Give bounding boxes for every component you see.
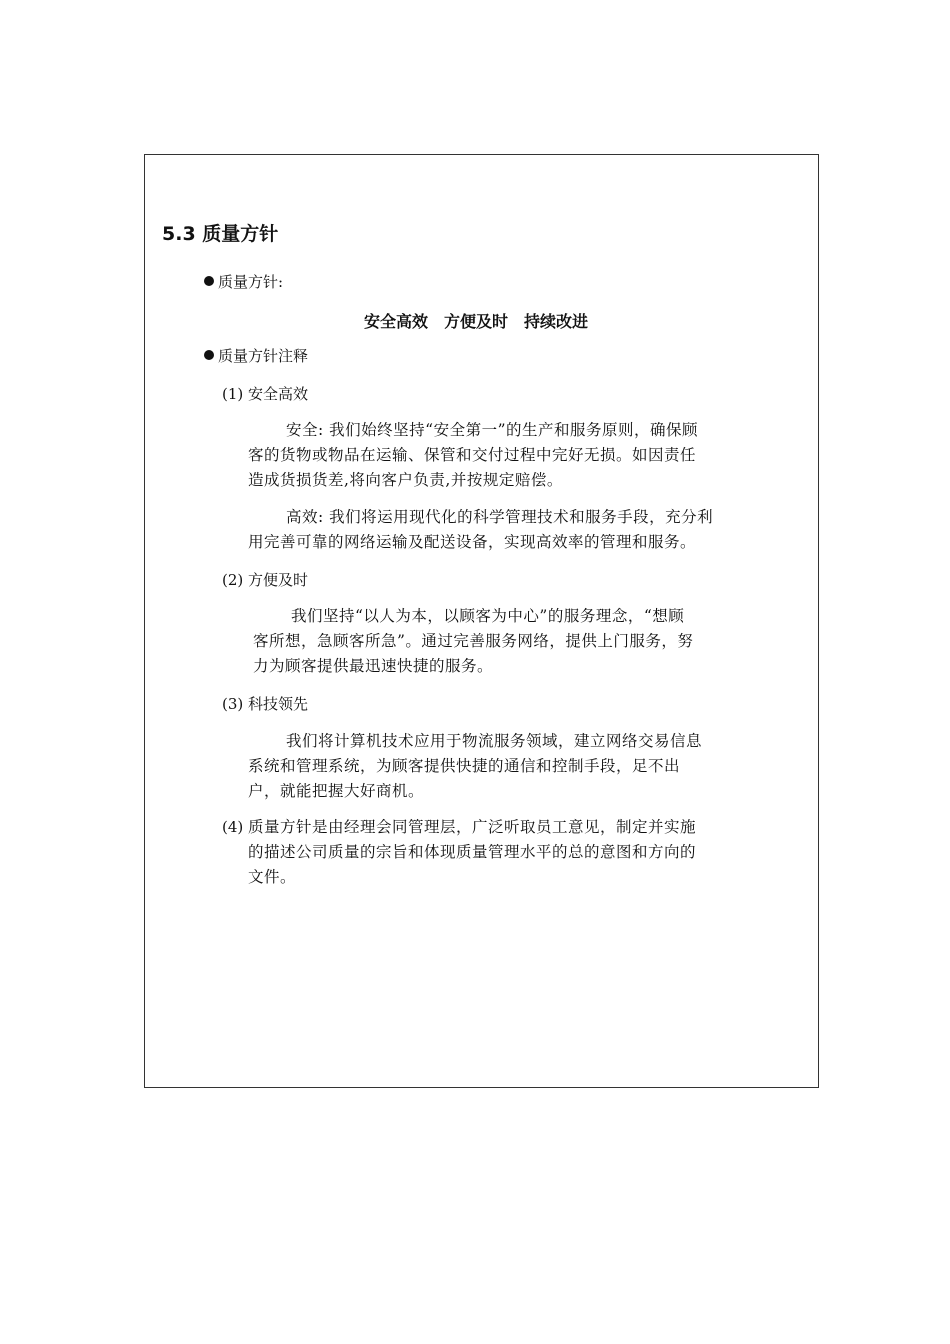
notes-label: 质量方针注释: [218, 347, 309, 365]
note-item-3-paragraph-1: [248, 729, 702, 804]
paragraph-line: 客的货物或物品在运输、保管和交付过程中完好无损。如因责任: [248, 446, 697, 464]
paragraph-line: 安全: 我们始终坚持“安全第一”的生产和服务原则，确保顾: [286, 421, 698, 439]
paragraph-line: 客所想，急顾客所急”。通过完善服务网络，提供上门服务，努: [253, 632, 694, 650]
paragraph-line: 用完善可靠的网络运输及配送设备，实现高效率的管理和服务。: [248, 533, 697, 551]
bullet-dot-icon: [204, 276, 214, 286]
note-item-4-paragraph-1: [248, 815, 696, 890]
motto-part-2: 方便及时: [444, 312, 509, 331]
policy-motto: [364, 309, 588, 332]
note-item-4-number: (4): [222, 818, 244, 836]
paragraph-line: 文件。: [248, 868, 297, 886]
paragraph-line: 力为顾客提供最迅速快捷的服务。: [253, 657, 494, 675]
motto-part-3: 持续改进: [524, 312, 589, 331]
paragraph-line: 的描述公司质量的宗旨和体现质量管理水平的总的意图和方向的: [248, 843, 697, 861]
paragraph-line: 造成货损货差,将向客户负责,并按规定赔偿。: [248, 471, 563, 489]
paragraph-line: 高效: 我们将运用现代化的科学管理技术和服务手段，充分利: [286, 508, 714, 526]
paragraph-line: 系统和管理系统，为顾客提供快捷的通信和控制手段，足不出: [248, 757, 681, 775]
notes-bullet: [204, 345, 308, 366]
paragraph-line: 我们将计算机技术应用于物流服务领域，建立网络交易信息: [286, 732, 703, 750]
policy-bullet: [204, 271, 283, 292]
motto-part-1: 安全高效: [364, 312, 429, 331]
paragraph-line: 我们坚持“以人为本，以顾客为中心”的服务理念，“想顾: [291, 607, 685, 625]
note-item-2-paragraph-1: [253, 604, 693, 679]
note-item-2-title: (2) 方便及时: [222, 571, 309, 589]
paragraph-line: 户，就能把握大好商机。: [248, 782, 425, 800]
paragraph-line: 质量方针是由经理会同管理层，广泛听取员工意见，制定并实施: [248, 818, 697, 836]
bullet-dot-icon: [204, 350, 214, 360]
policy-label: 质量方针:: [218, 273, 284, 291]
note-item-3-title: (3) 科技领先: [222, 695, 309, 713]
section-heading: 5.3 质量方针: [162, 223, 279, 245]
note-item-1-title: (1) 安全高效: [222, 385, 309, 403]
note-item-1-paragraph-1: [248, 418, 698, 493]
note-item-1-paragraph-2: [248, 505, 713, 555]
